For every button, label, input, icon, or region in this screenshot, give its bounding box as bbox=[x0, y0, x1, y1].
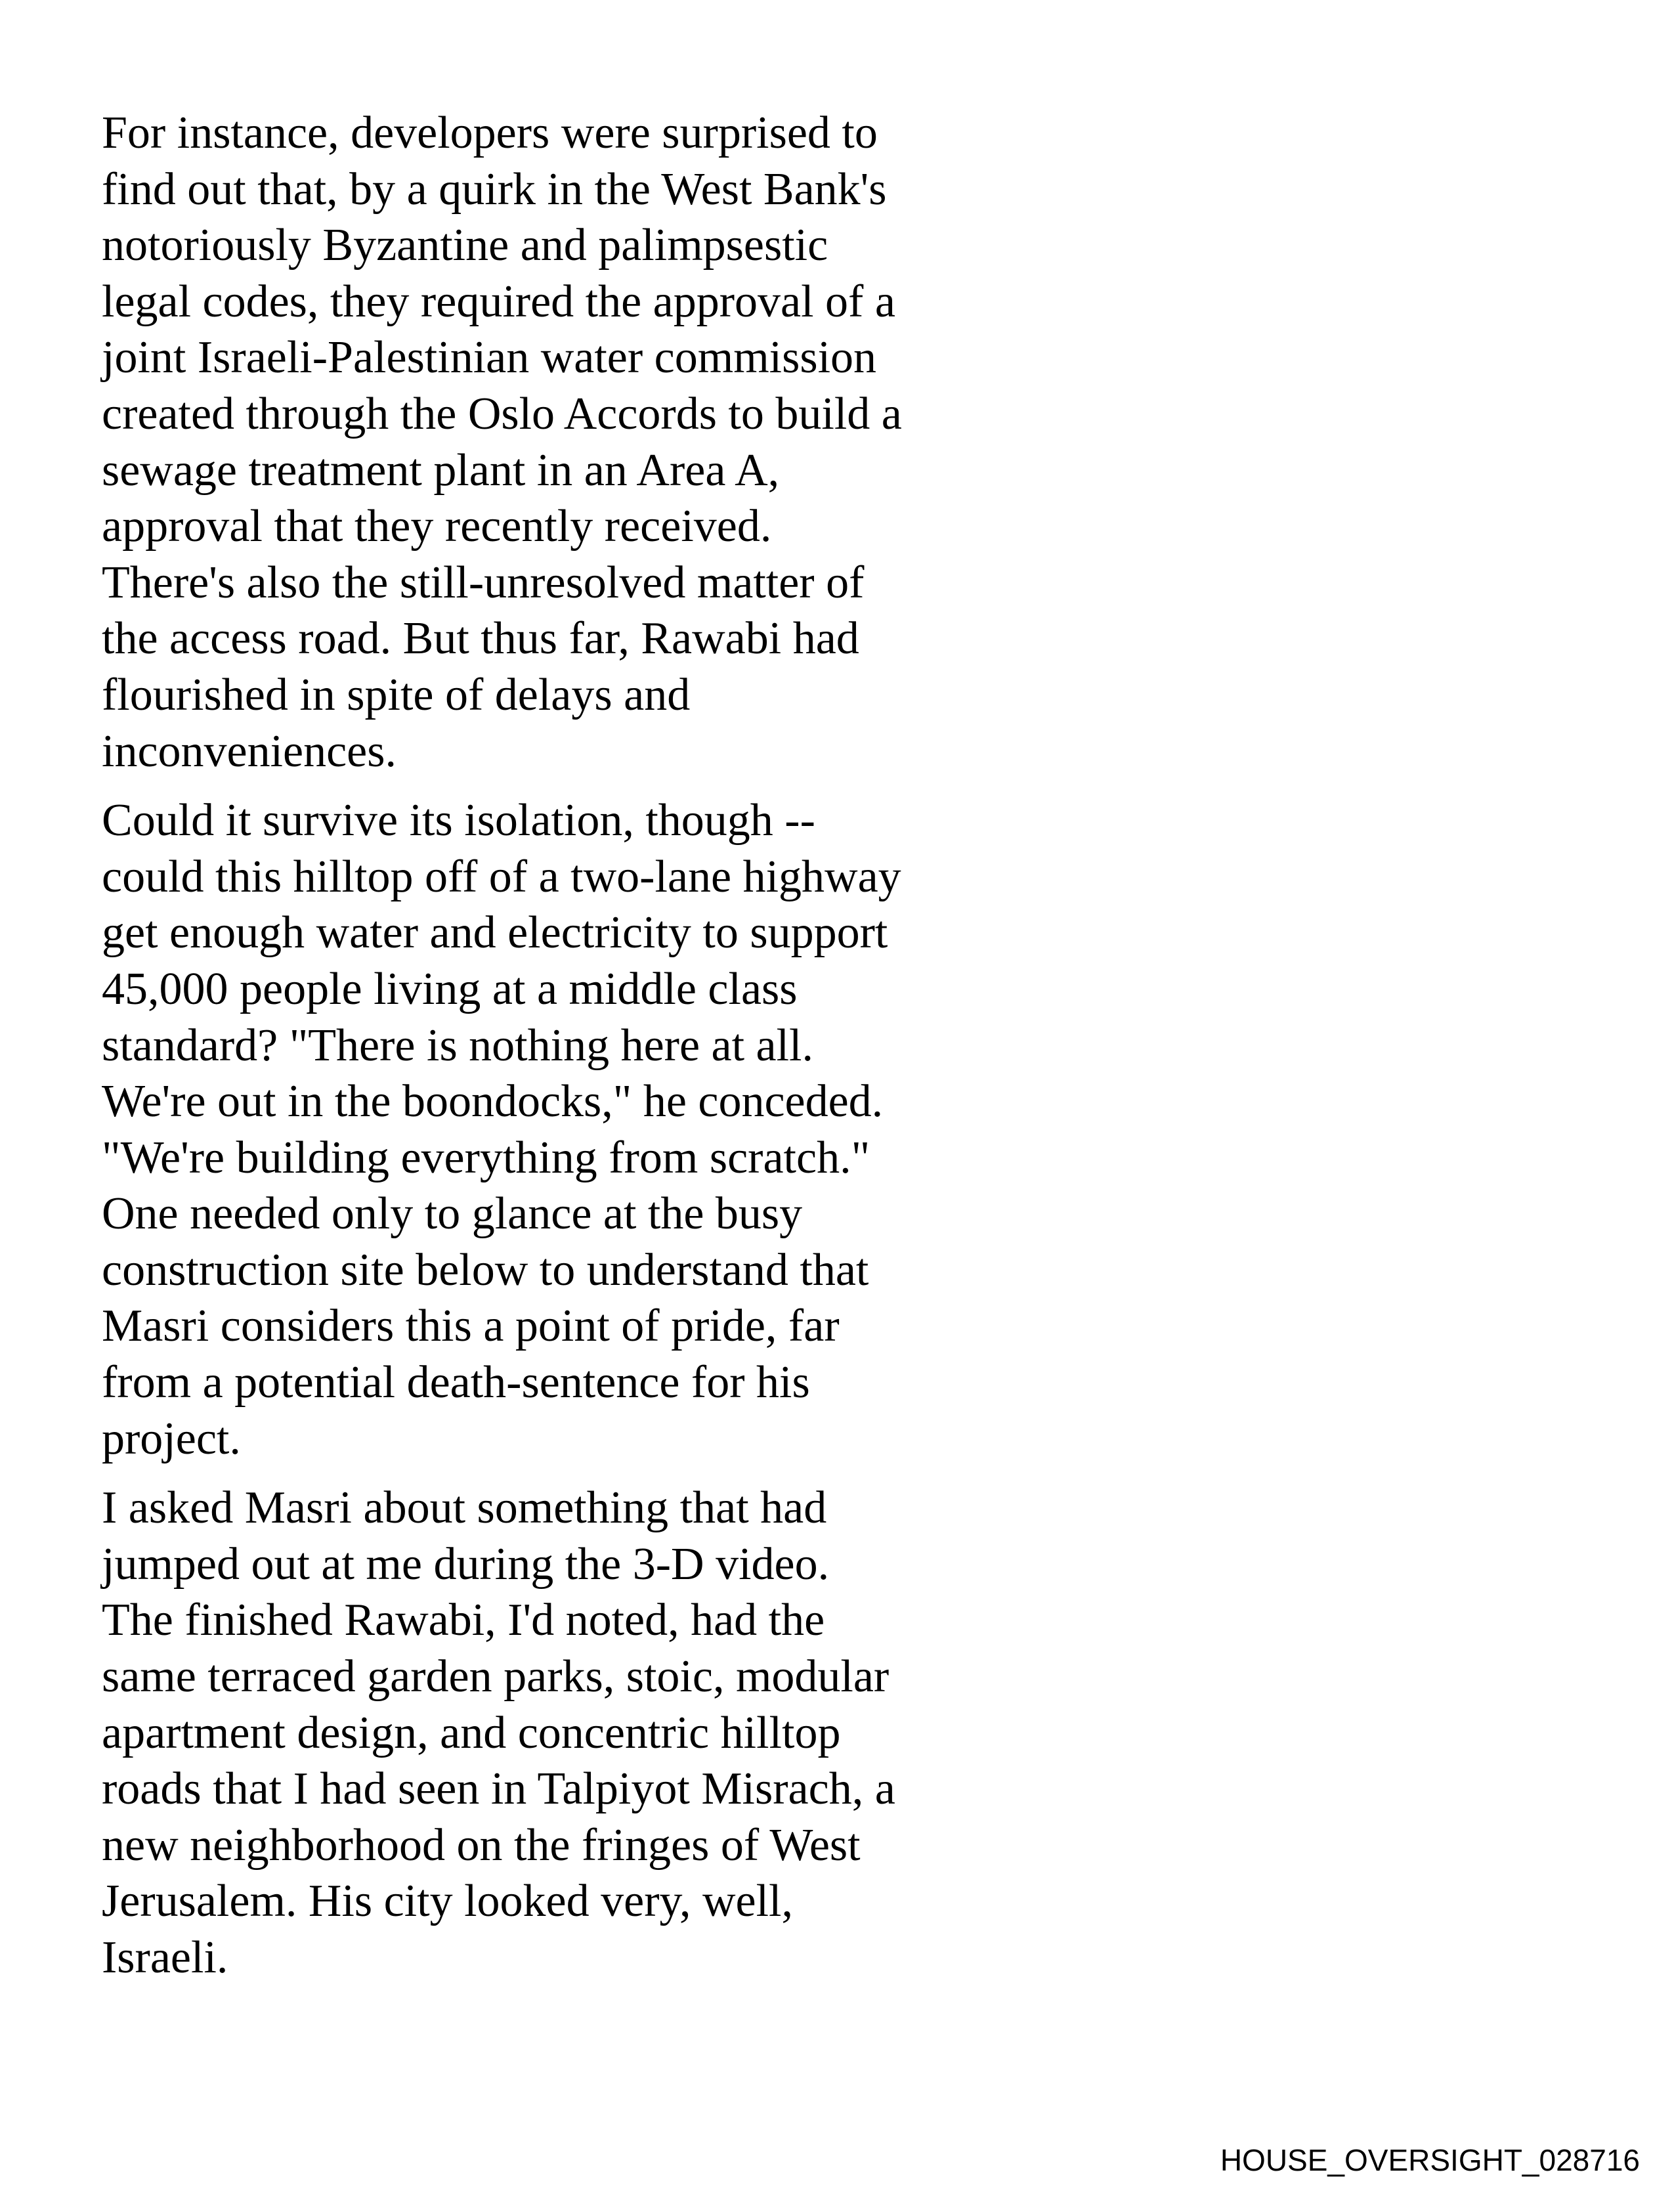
text-line: created through the Oslo Accords to build a bbox=[102, 388, 902, 439]
text-line: same terraced garden parks, stoic, modular bbox=[102, 1651, 890, 1702]
text-line: new neighborhood on the fringes of West bbox=[102, 1819, 861, 1871]
text-line: "We're building everything from scratch." bbox=[102, 1132, 870, 1183]
text-line: Jerusalem. His city looked very, well, bbox=[102, 1876, 793, 1927]
text-line: Masri considers this a point of pride, far bbox=[102, 1301, 840, 1352]
text-line: Could it survive its isolation, though -- bbox=[102, 795, 815, 846]
text-line: joint Israeli-Palestinian water commission bbox=[102, 332, 877, 383]
paragraph-2 bbox=[102, 792, 1008, 1467]
text-line: the access road. But thus far, Rawabi had bbox=[102, 613, 859, 664]
paragraph-1 bbox=[102, 105, 1008, 779]
text-line: We're out in the boondocks," he conceded. bbox=[102, 1076, 884, 1127]
text-line: project. bbox=[102, 1413, 241, 1464]
text-line: Israeli. bbox=[102, 1932, 228, 1983]
text-line: legal codes, they required the approval of a bbox=[102, 276, 895, 327]
text-line: The finished Rawabi, I'd noted, had the bbox=[102, 1595, 825, 1646]
text-line: notoriously Byzantine and palimpsestic bbox=[102, 220, 828, 271]
text-line: flourished in spite of delays and bbox=[102, 669, 691, 720]
text-line: standard? "There is nothing here at all. bbox=[102, 1020, 814, 1071]
text-line: apartment design, and concentric hilltop bbox=[102, 1707, 841, 1758]
text-line: from a potential death-sentence for his bbox=[102, 1357, 810, 1408]
article-body bbox=[102, 105, 1008, 1999]
text-line: There's also the still-unresolved matter of bbox=[102, 557, 865, 608]
text-line: inconveniences. bbox=[102, 726, 397, 777]
text-line: sewage treatment plant in an Area A, bbox=[102, 445, 780, 496]
text-line: One needed only to glance at the busy bbox=[102, 1188, 803, 1240]
text-line: get enough water and electricity to support bbox=[102, 907, 888, 959]
text-line: could this hilltop off of a two-lane highway bbox=[102, 851, 901, 902]
bates-number: HOUSE_OVERSIGHT_028716 bbox=[1220, 2143, 1640, 2177]
text-line: approval that they recently received. bbox=[102, 501, 772, 552]
paragraph-3 bbox=[102, 1480, 1008, 1985]
text-line: I asked Masri about something that had bbox=[102, 1483, 827, 1534]
text-line: construction site below to understand that bbox=[102, 1244, 869, 1295]
text-line: find out that, by a quirk in the West Bank's bbox=[102, 163, 887, 215]
text-line: roads that I had seen in Talpiyot Misrach, a bbox=[102, 1764, 895, 1815]
text-line: 45,000 people living at a middle class bbox=[102, 963, 798, 1014]
text-line: For instance, developers were surprised to bbox=[102, 108, 878, 158]
text-line: jumped out at me during the 3-D video. bbox=[102, 1538, 830, 1590]
